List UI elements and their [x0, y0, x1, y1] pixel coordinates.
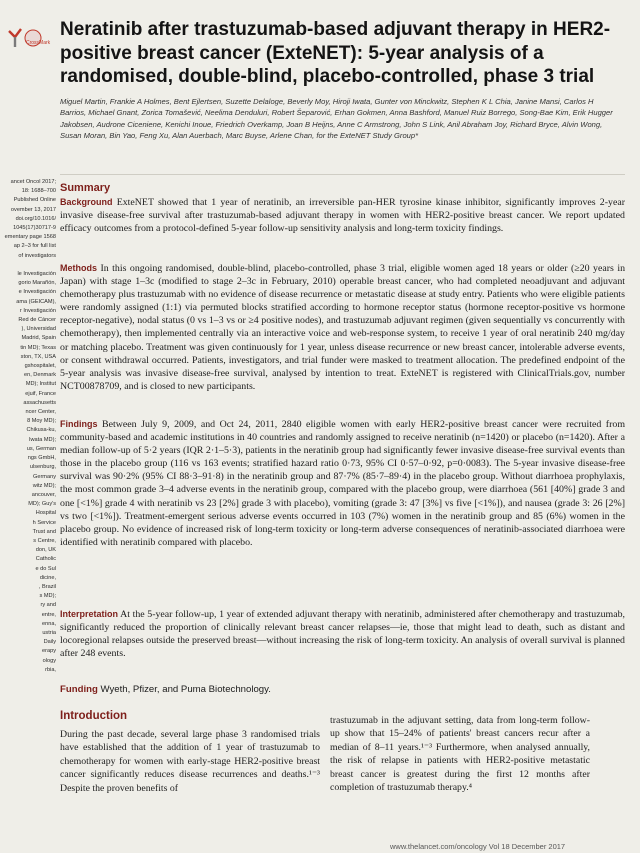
- summary-methods: [60, 262, 625, 393]
- margin-line: 18: 1688–700: [21, 188, 56, 195]
- margin-line: s MD);: [39, 593, 56, 600]
- introduction-column-1: During the past decade, several large phase 3 randomised trials have established that the addition of 1 year of trastuzumab to chemotherapy for women with early-stage HER2-positive breast cancer significantly reduces disease recurrences and deaths.¹⁻³ Despite the proven benefits of: [60, 729, 320, 794]
- margin-line: enna,: [42, 620, 56, 627]
- margin-line: MD); Institut: [25, 381, 56, 388]
- funding-label: Funding: [60, 684, 98, 695]
- methods-text: In this ongoing randomised, double-blind, placebo-controlled, phase 3 trial, eligible women aged 18 years or older (≥20 years in Japan) with stage 1–3c (modified to stage 2–3c in February, 2010) operable breast cancer, who had completed neoadjuvant and adjuvant chemotherapy plus trastuzumab with no evidence of disease recurrence or metastatic disease at study entry. Patients who were eligible patients were randomly assigned (1:1) via permuted blocks stratified according to hormone receptor status (hormone receptor-positive vs hormone receptor-negative), nodal status (0 vs 1–3 vs or ≥4 positive nodes), and trastuzumab adjuvant regimen (given sequentially vs concurrently with chemotherapy), then implemented centrally via an interactive voice and web-response system, to receive 1 year of oral neratinib 240 mg/day or matching placebo. Treatment was given continuously for 1 year, unless disease recurrence or new breast cancer, intolerable adverse events, or consent withdrawal occurred. Patients, investigators, and trial funder were masked to treatment allocation. The predefined endpoint of the 5-year analysis was invasive disease-free survival, analysed by intention to treat. ExteNET is registered with ClinicalTrials.gov, number NCT00878709, and is closed to new participants.: [60, 263, 626, 392]
- interpretation-label: Interpretation: [60, 609, 119, 619]
- introduction-column-2: trastuzumab in the adjuvant setting, data from long-term follow-up show that 15–24% of patients' breast cancers recur after a median of 8–11 years.¹⁻³ Furthermore, when analysed annually, the risk of relapse in patients with HER2-positive metastatic breast cancer is greatest during the first 12 months after completion of trastuzumab therapy.⁴: [330, 715, 590, 794]
- margin-line: entre,: [41, 611, 56, 618]
- margin-line: us, German: [26, 445, 56, 452]
- findings-text: Between July 9, 2009, and Oct 24, 2011, 2840 eligible women with early HER2-positive breast cancer were recruited from community-based and academic institutions in 40 countries and randomly assigned to receive neratinib (n=1420) or placebo (n=1420). After a median follow-up of 5·2 years (IQR 2·1–5·3), patients in the neratinib group had significantly fewer invasive disease-free survival events than those in the placebo group (116 vs 163 events; stratified hazard ratio 0·73, 95% CI 0·57–0·92, p=0·0083). The 5-year invasive disease-free survival was 90·2% (95% CI 88·3–91·8) in the neratinib group and 87·7% (85·7–89·4) in the placebo group. Without diarrhoea prophylaxis, the most common grade 3–4 adverse events in the neratinib group, compared with the placebo group, were diarrhoea (561 [40%] grade 3 and one [<1%] grade 4 with neratinib vs 23 [2%] grade 3 with placebo), vomiting (grade 3: 47 [3%] vs five [<1%]), and nausea (grade 3: 26 [2%] vs two [<1%]). Treatment-emergent serious adverse events occurred in 103 (7%) women in the neratinib group and 85 (6%) women in the placebo group. No evidence of increased risk of long-term toxicity or long-term adverse consequences of neratinib-associated diarrhoea were identified with neratinib compared with placebo.: [60, 419, 626, 548]
- margin-line: ry and: [40, 602, 56, 609]
- author-list: Miguel Martin, Frankie A Holmes, Bent Ejlertsen, Suzette Delaloge, Beverly Moy, Hiroji Iwata, Gunter von Minckwitz, Stephen K L Chia, Janine Mansi, Carlos H Barrios, Michael Gnant, Zorica Tomašević, Neelima Denduluri, Robert Šeparović, Erhan Gokmen, Anna Bashford, Manuel Ruiz Borrego, Song-Bae Kim, Erik Hugger Jakobsen, Audrone Ciceniene, Kenichi Inoue, Friedrich Overkamp, Joan B Heijns, Anne C Armstrong, John S Link, Anil Abraham Joy, Richard Bryce, Alvin Wong, Susan Moran, Bin Yao, Feng Xu, Alan Auerbach, Marc Buyse, Arlene Chan, for the ExteNET Study Group*: [60, 97, 613, 141]
- margin-line: ancouver,: [31, 491, 56, 498]
- margin-line: erapy: [42, 648, 56, 655]
- margin-line: rbia,: [45, 666, 56, 673]
- summary-funding: [60, 684, 271, 695]
- margin-line: e do Sul: [35, 565, 56, 572]
- summary-heading: Summary: [60, 182, 111, 194]
- margin-line: ), Universidad: [21, 326, 56, 333]
- margin-line: dicine,: [39, 574, 56, 581]
- margin-line: ustria: [42, 629, 56, 636]
- margin-line: [0, 261, 56, 270]
- margin-line: of investigators: [18, 252, 56, 259]
- margin-line: Catholic: [35, 556, 56, 563]
- article-title: Neratinib after trastuzumab-based adjuvant therapy in HER2-positive breast cancer (ExteNET): 5-year analysis of a randomised, double-blind, placebo-controlled, phase 3 trial: [60, 19, 611, 87]
- margin-line: Madrid, Spain: [21, 335, 56, 342]
- margin-line: s Centre,: [33, 537, 56, 544]
- margin-line: en, Denmark: [23, 372, 56, 379]
- margin-line: ston, TX, USA: [20, 353, 56, 360]
- margin-line: ngs GmbH,: [27, 455, 56, 462]
- margin-line: doi.org/10.1016/: [15, 215, 56, 222]
- margin-line: ncer Center,: [25, 409, 56, 416]
- margin-line: Hospital: [35, 510, 56, 517]
- margin-line: tin MD); Texas: [20, 344, 56, 351]
- margin-line: , Brazil: [38, 583, 56, 590]
- margin-line: ulsenburg,: [29, 464, 56, 471]
- funding-text: Wyeth, Pfizer, and Puma Biotechnology.: [100, 684, 271, 695]
- crossmark-icon[interactable]: [6, 25, 44, 51]
- margin-line: ementary page 1568: [4, 234, 56, 241]
- background-label: Background: [60, 197, 113, 207]
- margin-line: assachusetts: [23, 399, 56, 406]
- interpretation-text: At the 5-year follow-up, 1 year of extended adjuvant therapy with neratinib, administered after chemotherapy and trastuzumab, significantly reduced the proportion of clinically relevant breast cancer relapses—ie, those that might lead to death, such as distant and locoregional relapses outside the preserved breast—without increasing the risk of long-term toxicity. An analysis of overall survival is planned after 248 events.: [60, 609, 625, 660]
- margin-line: don, UK: [35, 547, 56, 554]
- findings-label: Findings: [60, 419, 98, 429]
- margin-line: ology: [42, 657, 56, 664]
- margin-line: Red de Cáncer: [18, 317, 56, 324]
- margin-notes: [0, 178, 56, 675]
- summary-interpretation: [60, 608, 625, 660]
- margin-line: e Investigación: [18, 289, 56, 296]
- margin-line: h Service: [32, 519, 56, 526]
- crossmark-label: CrossMark: [26, 40, 51, 46]
- summary-findings: [60, 418, 625, 549]
- margin-line: ejuif, France: [25, 390, 56, 397]
- margin-line: ancet Oncol 2017;: [10, 179, 56, 185]
- margin-line: Chikusa-ku,: [26, 427, 56, 434]
- methods-label: Methods: [60, 263, 97, 273]
- margin-line: Daily: [43, 639, 56, 646]
- margin-line: 1045(17)30717-9: [13, 225, 56, 232]
- introduction-heading: Introduction: [60, 710, 128, 722]
- margin-line: Published Online: [13, 197, 56, 204]
- margin-line: Iwata MD);: [28, 436, 56, 443]
- margin-line: le Investigación: [17, 271, 56, 278]
- margin-line: Trust and: [32, 528, 56, 535]
- margin-line: ovember 13, 2017: [10, 206, 56, 213]
- margin-line: MD); Guy's: [28, 501, 56, 508]
- margin-line: gorio Marañón,: [18, 280, 56, 287]
- margin-line: ama (GEICAM),: [16, 298, 56, 305]
- margin-line: witz MD);: [32, 482, 56, 489]
- margin-line: Germany: [32, 473, 56, 480]
- margin-line: r Investigación: [19, 307, 56, 314]
- page-footer[interactable]: www.thelancet.com/oncology Vol 18 December 2017: [390, 842, 566, 851]
- summary-background: [60, 196, 625, 235]
- background-text: ExteNET showed that 1 year of neratinib, an irreversible pan-HER tyrosine kinase inhibitor, significantly improves 2-year invasive disease-free survival after trastuzumab-based adjuvant therapy in women with HER2-positive breast cancer. We report updated efficacy outcomes from a protocol-defined 5-year follow-up sensitivity analysis and long-term toxicity findings.: [60, 197, 626, 235]
- margin-line: 8 Moy MD);: [27, 418, 56, 425]
- divider: [60, 174, 625, 175]
- margin-line: gshospitalet,: [24, 363, 56, 370]
- margin-line: ap 2–3 for full list: [13, 243, 56, 250]
